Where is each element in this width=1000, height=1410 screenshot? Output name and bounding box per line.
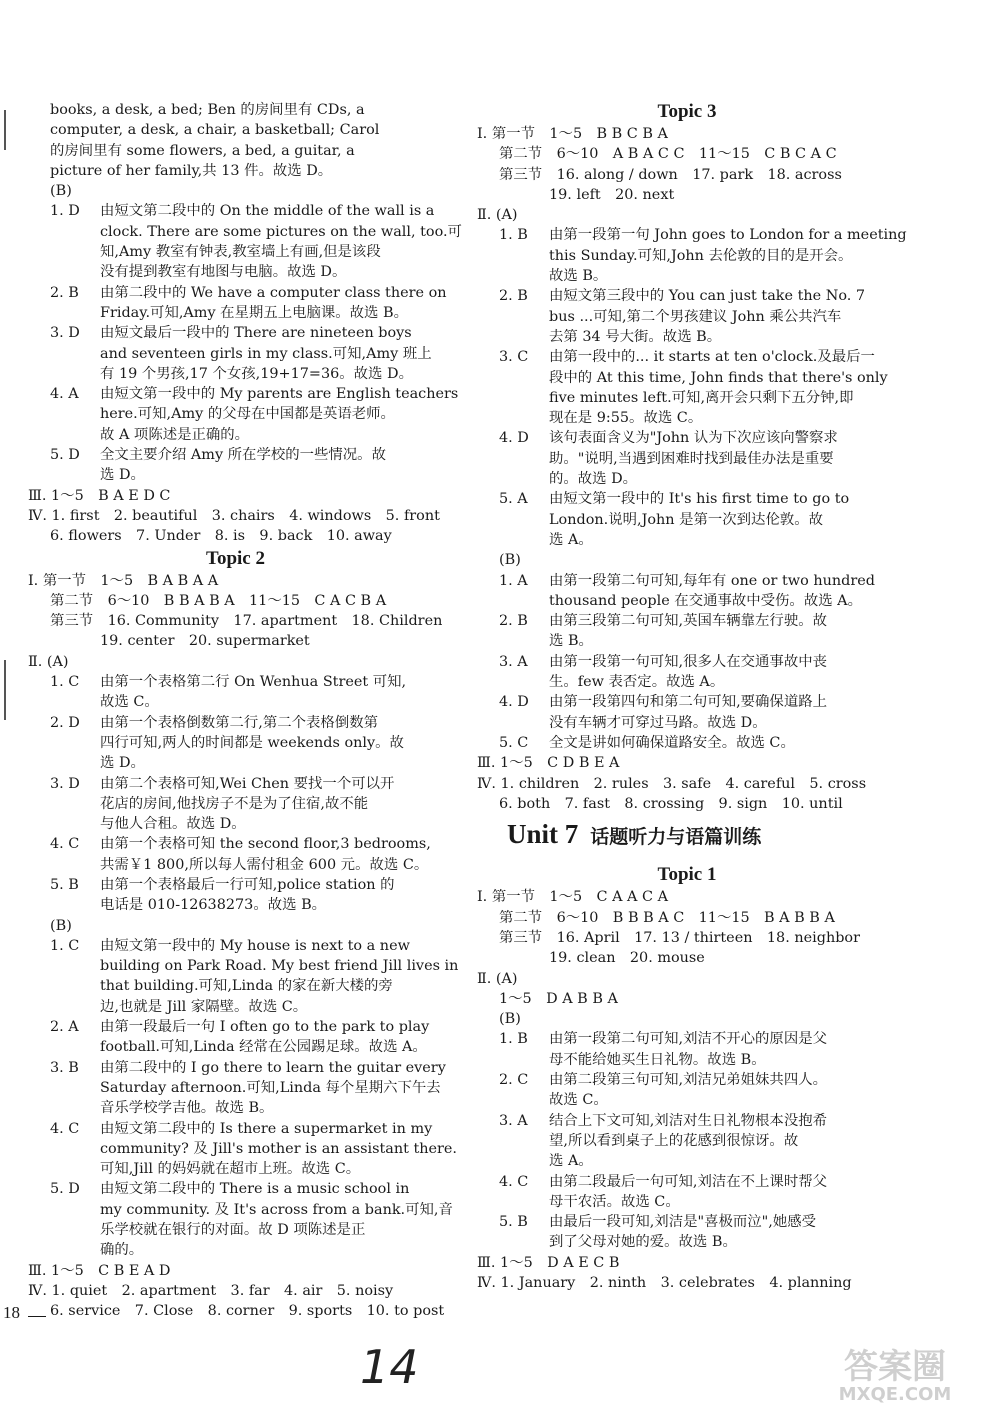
answer-explanation — [100, 445, 443, 486]
answer-explanation — [100, 1017, 443, 1058]
explanation-line: 由第三段第二句可知,英国车辆靠左行驶。故 — [549, 613, 827, 630]
explanation-line: 由第二段中的 I go there to learn the guitar every — [100, 1059, 446, 1076]
answer-item — [28, 1017, 443, 1058]
answer-item — [28, 713, 443, 774]
answer-line: Ⅱ. (A) — [477, 970, 518, 987]
answer-line: computer, a desk, a chair, a basketball; Carol — [50, 122, 380, 139]
answer-number: 4. C — [499, 1173, 529, 1190]
answer-item — [477, 692, 897, 733]
explanation-line: 选 B。 — [549, 633, 593, 650]
explanation-line: football.可知,Linda 经常在公园踢足球。故选 A。 — [100, 1039, 427, 1056]
answer-number: 1. A — [499, 572, 528, 589]
unit-number: Unit 7 — [507, 819, 579, 850]
answer-explanation — [549, 286, 897, 347]
answer-number: 2. D — [50, 714, 80, 731]
right-column — [477, 100, 907, 1293]
answer-explanation — [549, 1029, 897, 1070]
answer-explanation — [549, 692, 897, 733]
explanation-line: 选 A。 — [549, 531, 593, 548]
explanation-line: my community. 及 It's across from a bank.可知,音 — [100, 1201, 453, 1218]
answer-line: 6. service 7. Close 8. corner 9. sports 10. to post — [50, 1303, 445, 1320]
explanation-line: 花店的房间,他找房子不是为了住宿,故不能 — [100, 795, 369, 812]
answer-line: Ⅲ. 1～5 C D B E A — [477, 755, 620, 772]
answer-explanation — [549, 611, 897, 652]
answer-item — [28, 834, 443, 875]
answer-line: (B) — [499, 552, 521, 569]
explanation-line: that building.可知,Linda 的家在新大楼的旁 — [100, 978, 393, 995]
explanation-line: 由短文第二段中的 There is a music school in — [100, 1181, 410, 1198]
answer-explanation — [100, 1119, 457, 1180]
answer-line: 第三节 16. Community 17. apartment 18. Children — [50, 613, 443, 630]
answer-item — [477, 1212, 897, 1253]
explanation-line: five minutes left.可知,离开会只剩下五分钟,即 — [549, 389, 854, 406]
explanation-line: 由短文第一段中的 It's his first time to go to — [549, 491, 850, 508]
answer-explanation — [100, 834, 443, 875]
explanation-line: 现在是 9:55。故选 C。 — [549, 410, 703, 427]
explanation-line: 由短文第一段中的 My parents are English teachers — [100, 386, 459, 403]
answer-line: 6. both 7. fast 8. crossing 9. sign 10. until — [499, 795, 843, 812]
explanation-line: 乐学校就在银行的对面。故 D 项陈述是正 — [100, 1222, 366, 1239]
explanation-line: 确的。 — [100, 1242, 144, 1259]
explanation-line: 与他人合租。故选 D。 — [100, 816, 246, 833]
explanation-line: Saturday afternoon.可知,Linda 每个星期六下午去 — [100, 1079, 441, 1096]
answer-item — [28, 283, 447, 324]
answer-item — [28, 201, 462, 282]
answer-line: Ⅱ. (A) — [477, 207, 518, 224]
answer-line: (B) — [50, 917, 72, 934]
explanation-line: thousand people 在交通事故中受伤。故选 A。 — [549, 592, 862, 609]
explanation-line: Friday.可知,Amy 在星期五上电脑课。故选 B。 — [100, 304, 408, 321]
answer-number: 3. A — [499, 1112, 528, 1129]
answer-number: 5. B — [499, 1214, 528, 1231]
answer-item — [477, 347, 897, 428]
explanation-line: 结合上下文可知,刘洁对生日礼物根本没抱希 — [549, 1112, 827, 1129]
answer-item — [477, 1172, 897, 1213]
explanation-line: clock. There are some pictures on the wall, too.可 — [100, 223, 462, 240]
explanation-line: 边,也就是 Jill 家隔壁。故选 C。 — [100, 998, 308, 1015]
answer-line: Ⅳ. 1. children 2. rules 3. safe 4. careful 5. cross — [477, 775, 867, 792]
answer-line: 19. left 20. next — [549, 186, 675, 203]
answer-explanation — [549, 428, 897, 489]
explanation-line: 该句表面含义为"John 认为下次应该向警察求 — [549, 430, 838, 447]
explanation-line: 故 A 项陈述是正确的。 — [100, 426, 250, 443]
explanation-line: 由第一段第二句可知,刘洁不开心的原因是父 — [549, 1031, 827, 1048]
answer-number: 1. C — [50, 937, 80, 954]
answer-line: Ⅱ. (A) — [28, 653, 69, 670]
answer-explanation — [549, 1212, 897, 1253]
explanation-line: 去第 34 号大街。故选 B。 — [549, 328, 722, 345]
answer-item — [477, 733, 897, 753]
answer-item — [477, 1111, 897, 1172]
explanation-line: 有 19 个男孩,17 个女孩,19+17=36。故选 D。 — [100, 365, 413, 382]
explanation-line: 四行可知,两人的时间都是 weekends only。故 — [100, 734, 404, 751]
answer-explanation — [549, 225, 907, 286]
answer-line: 6. flowers 7. Under 8. is 9. back 10. away — [50, 528, 392, 545]
answer-item — [477, 428, 897, 489]
explanation-line: 生。few 表否定。故选 A。 — [549, 674, 725, 691]
answer-number: 3. A — [499, 653, 528, 670]
answer-number: 5. A — [499, 491, 528, 508]
answer-item — [28, 1119, 457, 1180]
explanation-line: London.说明,John 是第一次到达伦敦。故 — [549, 511, 824, 528]
answer-explanation — [549, 652, 897, 693]
explanation-line: and seventeen girls in my class.可知,Amy 班上 — [100, 345, 432, 362]
explanation-line: 没有车辆才可穿过马路。故选 D。 — [549, 714, 767, 731]
explanation-line: 故选 C。 — [549, 1092, 608, 1109]
explanation-line: 由短文第二段中的 On the middle of the wall is a — [100, 203, 435, 220]
explanation-line: 音乐学校学吉他。故选 B。 — [100, 1100, 274, 1117]
answer-line: 第三节 16. April 17. 13 / thirteen 18. neighbor — [499, 929, 860, 946]
answer-item — [477, 571, 897, 612]
explanation-line: 由第一段中的... it starts at ten o'clock.及最后一 — [549, 349, 875, 366]
answer-line: 第二节 6～10 B B B A C 11～15 B A B B A — [499, 909, 835, 926]
unit-title-text: 话题听力与语篇训练 — [590, 826, 762, 849]
answer-item — [28, 936, 459, 1017]
handwritten-page-note: 14 — [360, 1340, 419, 1394]
explanation-line: 由短文第一段中的 My house is next to a new — [100, 937, 410, 954]
answer-number: 5. D — [50, 447, 80, 464]
answer-line: 的房间里有 some flowers, a bed, a guitar, a — [50, 142, 355, 159]
explanation-line: 选 D。 — [100, 467, 145, 484]
answer-explanation — [100, 936, 458, 1017]
answer-number: 1. C — [50, 674, 80, 691]
answer-item — [28, 774, 443, 835]
explanation-line: 没有提到教室有地图与电脑。故选 D。 — [100, 264, 347, 281]
answer-number: 4. C — [50, 836, 80, 853]
explanation-line: 由第二段中的 We have a computer class there on — [100, 284, 447, 301]
answer-line: 1～5 D A B B A — [499, 990, 618, 1007]
margin-mark — [4, 660, 6, 720]
answer-item — [477, 489, 897, 550]
explanation-line: 由第二段第三句可知,刘洁兄弟姐妹共四人。 — [549, 1072, 827, 1089]
explanation-line: community? 及 Jill's mother is an assistant there. — [100, 1140, 457, 1157]
explanation-line: 助。"说明,当遇到困难时找到最佳办法是重要 — [549, 450, 834, 467]
answer-explanation — [549, 1070, 897, 1111]
explanation-line: 由第二段最后一句可知,刘洁在不上课时帮父 — [549, 1173, 827, 1190]
answer-number: 3. D — [50, 325, 80, 342]
answer-item — [28, 1179, 453, 1260]
answer-line: 第三节 16. along / down 17. park 18. across — [499, 166, 842, 183]
answer-explanation — [100, 201, 462, 282]
answer-line: Ⅰ. 第一节 1～5 B B C B A — [477, 126, 668, 142]
answer-number: 2. C — [499, 1072, 529, 1089]
explanation-line: 由短文第二段中的 Is there a supermarket in my — [100, 1120, 433, 1137]
topic-heading: Topic 1 — [657, 864, 717, 886]
answer-item — [28, 445, 443, 486]
answer-item — [477, 1029, 897, 1070]
answer-item — [477, 611, 897, 652]
explanation-line: building on Park Road. My best friend Jill lives in — [100, 958, 459, 975]
answer-number: 4. A — [50, 386, 79, 403]
answer-explanation — [549, 571, 897, 612]
answer-line: Ⅲ. 1～5 C B E A D — [28, 1262, 171, 1279]
left-column — [28, 100, 462, 1322]
explanation-line: 由第一段最后一句 I often go to the park to play — [100, 1019, 430, 1036]
explanation-line: bus ...可知,第二个男孩建议 John 乘公共汽车 — [549, 308, 842, 325]
explanation-line: 由第一段第一句 John goes to London for a meeting — [549, 227, 907, 244]
margin-mark — [4, 110, 6, 150]
answer-line: 第二节 6～10 B B A B A 11～15 C A C B A — [50, 592, 387, 609]
answer-line: Ⅳ. 1. first 2. beautiful 3. chairs 4. windows 5. front — [28, 507, 440, 524]
answer-explanation — [100, 1058, 446, 1119]
answer-explanation — [100, 672, 443, 713]
answer-explanation — [549, 1172, 897, 1213]
explanation-line: 由第一个表格第二行 On Wenhua Street 可知, — [100, 674, 407, 691]
answer-item — [28, 875, 443, 916]
answer-number: 1. D — [50, 203, 80, 220]
explanation-line: 选 A。 — [549, 1153, 593, 1170]
explanation-line: 到了父母对她的爱。故选 B。 — [549, 1234, 737, 1251]
answer-line: 第二节 6～10 A B A C C 11～15 C B C A C — [499, 146, 837, 163]
explanation-line: 由第一个表格倒数第二行,第二个表格倒数第 — [100, 714, 378, 731]
answer-item — [477, 286, 897, 347]
explanation-line: 共需￥1 800,所以每人需付租金 600 元。故选 C。 — [100, 856, 429, 873]
answer-line: Ⅲ. 1～5 D A E C B — [477, 1254, 620, 1271]
explanation-line: this Sunday.可知,John 去伦敦的目的是开会。 — [549, 247, 853, 264]
answer-explanation — [100, 1179, 453, 1260]
answer-item — [477, 652, 897, 693]
answer-line: Ⅰ. 第一节 1～5 B A B A A — [28, 572, 219, 589]
answer-explanation — [100, 774, 443, 835]
explanation-line: 由第一个表格最后一行可知,police station 的 — [100, 876, 395, 893]
answer-number: 1. B — [499, 1031, 528, 1048]
answer-explanation — [549, 489, 897, 550]
explanation-line: 望,所以看到桌子上的花感到很惊讶。故 — [549, 1132, 799, 1149]
answer-explanation — [100, 713, 443, 774]
unit-heading — [507, 819, 897, 850]
answer-number: 3. B — [50, 1059, 79, 1076]
answer-explanation — [549, 347, 897, 428]
answer-explanation — [100, 283, 447, 324]
explanation-line: 故选 B。 — [549, 268, 608, 285]
answer-number: 5. D — [50, 1181, 80, 1198]
answer-item — [28, 672, 443, 713]
explanation-line: 由第二个表格可知,Wei Chen 要找一个可以开 — [100, 775, 395, 792]
explanation-line: 知,Amy 教室有钟表,教室墙上有画,但是该段 — [100, 244, 381, 261]
explanation-line: 故选 C。 — [100, 694, 159, 711]
answer-explanation — [100, 384, 458, 445]
answer-number: 4. D — [499, 694, 529, 711]
answer-number: 2. A — [50, 1019, 79, 1036]
watermark-main-text: 答案圈 — [844, 1347, 946, 1387]
explanation-line: 由短文第三段中的 You can just take the No. 7 — [549, 288, 866, 305]
answer-item — [28, 323, 443, 384]
answer-number: 3. D — [50, 775, 80, 792]
answer-number: 5. B — [50, 876, 79, 893]
explanation-line: 全文是讲如何确保道路安全。故选 C。 — [549, 734, 795, 751]
explanation-line: 全文主要介绍 Amy 所在学校的一些情况。故 — [100, 447, 386, 464]
explanation-line: 的。故选 D。 — [549, 471, 638, 488]
explanation-line: 选 D。 — [100, 755, 145, 772]
answer-item — [28, 384, 459, 445]
explanation-line: 母不能给她买生日礼物。故选 B。 — [549, 1051, 766, 1068]
answer-item — [28, 1058, 446, 1119]
answer-explanation — [100, 875, 443, 916]
answer-line: 19. center 20. supermarket — [100, 633, 310, 650]
page-number: 18 — [3, 1303, 20, 1322]
page-number-dash — [28, 1316, 46, 1317]
answer-line: Ⅳ. 1. January 2. ninth 3. celebrates 4. planning — [477, 1275, 852, 1292]
answer-line: books, a desk, a bed; Ben 的房间里有 CDs, a — [50, 102, 365, 118]
explanation-line: 电话是 010-12638273。故选 B。 — [100, 897, 327, 914]
explanation-line: 段中的 At this time, John finds that there's only — [549, 369, 888, 386]
answer-explanation — [549, 1111, 897, 1172]
answer-line: Ⅰ. 第一节 1～5 C A A C A — [477, 889, 668, 906]
explanation-line: 可知,Jill 的妈妈就在超市上班。故选 C。 — [100, 1161, 361, 1178]
answer-explanation — [549, 733, 897, 753]
explanation-line: 由最后一段可知,刘洁是"喜极而泣",她感受 — [549, 1214, 817, 1231]
answer-number: 4. C — [50, 1120, 80, 1137]
watermark-sub-text: MXQE.COM — [838, 1384, 952, 1405]
answer-number: 4. D — [499, 430, 529, 447]
explanation-line: here.可知,Amy 的父母在中国都是英语老师。 — [100, 406, 395, 423]
answer-line: Ⅲ. 1～5 B A E D C — [28, 487, 171, 504]
explanation-line: 由短文最后一段中的 There are nineteen boys — [100, 325, 412, 342]
explanation-line: 由第一个表格可知 the second floor,3 bedrooms, — [100, 836, 431, 853]
explanation-line: 由第一段第四句和第二句可知,要确保道路上 — [549, 694, 827, 711]
answer-number: 2. B — [499, 288, 528, 305]
topic-heading: Topic 2 — [206, 547, 265, 569]
answer-number: 1. B — [499, 227, 528, 244]
answer-number: 5. C — [499, 734, 529, 751]
watermark-logo — [800, 1338, 990, 1406]
answer-line: 19. clean 20. mouse — [549, 950, 705, 967]
answer-item — [477, 1070, 897, 1111]
answer-line: (B) — [499, 1011, 521, 1028]
explanation-line: 母干农活。故选 C。 — [549, 1193, 680, 1210]
answer-number: 2. B — [50, 284, 79, 301]
topic-heading: Topic 3 — [657, 101, 717, 122]
explanation-line: 由第一段第一句可知,很多人在交通事故中丧 — [549, 653, 827, 670]
answer-line: picture of her family,共 13 件。故选 D。 — [50, 162, 333, 179]
answer-line: Ⅳ. 1. quiet 2. apartment 3. far 4. air 5. noisy — [28, 1282, 394, 1299]
answer-number: 3. C — [499, 349, 529, 366]
explanation-line: 由第一段第二句可知,每年有 one or two hundred — [549, 572, 875, 589]
answer-line: (B) — [50, 183, 72, 200]
answer-number: 2. B — [499, 613, 528, 630]
answer-item — [477, 225, 907, 286]
answer-explanation — [100, 323, 443, 384]
